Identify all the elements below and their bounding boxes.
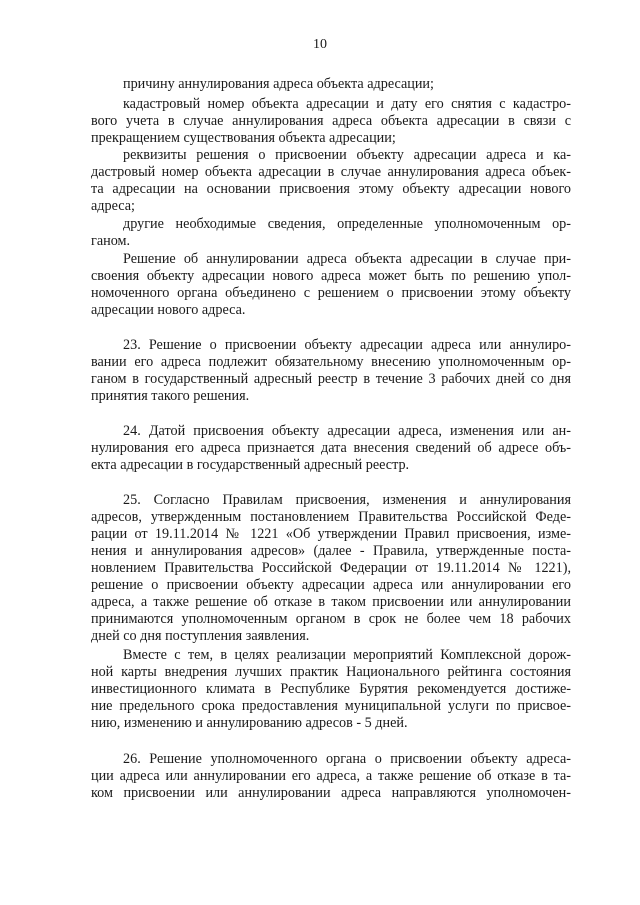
paragraph-25-recommendation	[91, 647, 571, 732]
paragraph-24	[91, 423, 571, 474]
text-line: реквизиты решения о присвоении объекту адресации адреса и ка-	[123, 147, 571, 163]
page-number: 10	[313, 37, 327, 52]
text-line: причину аннулирования адреса объекта адресации;	[123, 76, 434, 92]
text-line: адресов, утвержденным постановлением Правительства Российской Феде-	[91, 509, 571, 525]
text-line: ной карты внедрения лучших практик Национального рейтинга состояния	[91, 664, 571, 680]
paragraph-annulment-reason	[91, 76, 571, 93]
text-line: ние предельного срока предоставления муниципальной услуги по присвое-	[91, 698, 571, 714]
paragraph-23	[91, 337, 571, 405]
text-line: 24. Датой присвоения объекту адресации адреса, изменения или ан-	[123, 423, 571, 439]
text-line: принимаются уполномоченным органом в срок не более чем 18 рабочих	[91, 611, 571, 627]
text-line: ком присвоении или аннулировании адреса направляются уполномочен-	[91, 785, 571, 801]
text-line: ганом.	[91, 233, 131, 249]
text-line: дастровый номер объекта адресации в случае аннулирования адреса объек-	[91, 164, 571, 180]
text-line: решение о присвоении объекту адресации адреса или аннулировании его	[91, 577, 571, 593]
text-line: номоченного органа объединено с решением о присвоении этому объекту	[91, 285, 571, 301]
text-line: 23. Решение о присвоении объекту адресации адреса или аннулиро-	[123, 337, 571, 353]
paragraph-combined-decision	[91, 251, 571, 319]
text-line: та адресации на основании присвоения этому объекту адресации нового	[91, 181, 571, 197]
text-line: принятия такого решения.	[91, 388, 250, 404]
paragraph-other-info	[91, 216, 571, 250]
text-line: екта адресации в государственный адресный реестр.	[91, 457, 410, 473]
text-line: адреса;	[91, 198, 135, 214]
text-line: инвестиционного климата в Республике Бурятия рекомендуется достиже-	[91, 681, 571, 697]
text-line: Решение об аннулировании адреса объекта адресации в случае при-	[123, 251, 571, 267]
text-line: 25. Согласно Правилам присвоения, изменения и аннулирования	[123, 492, 571, 508]
text-line: адресации нового адреса.	[91, 302, 246, 318]
text-line: кадастровый номер объекта адресации и дату его снятия с кадастро-	[123, 96, 571, 112]
text-line: другие необходимые сведения, определенные уполномоченным ор-	[123, 216, 571, 232]
paragraph-26	[91, 751, 571, 802]
text-line: прекращением существования объекта адресации;	[91, 130, 396, 146]
text-line: своения объекту адресации нового адреса может быть по решению упол-	[91, 268, 571, 284]
text-line: нения и аннулирования адресов» (далее - Правила, утвержденные поста-	[91, 543, 571, 559]
text-line: дней со дня поступления заявления.	[91, 628, 310, 644]
text-line: нию, изменению и аннулированию адресов - 5 дней.	[91, 715, 408, 731]
text-line: Вместе с тем, в целях реализации мероприятий Комплексной дорож-	[123, 647, 571, 663]
text-line: вании его адреса подлежит обязательному внесению уполномоченным ор-	[91, 354, 571, 370]
text-line: ции адреса или аннулировании его адреса, а также решение об отказе в та-	[91, 768, 571, 784]
paragraph-25	[91, 492, 571, 645]
text-line: адреса, а также решение об отказе в таком присвоении или аннулировании	[91, 594, 571, 610]
text-line: 26. Решение уполномоченного органа о присвоении объекту адреса-	[123, 751, 571, 767]
text-line: рации от 19.11.2014 № 1221 «Об утверждении Правил присвоения, изме-	[91, 526, 571, 542]
paragraph-decision-details	[91, 147, 571, 215]
text-line: нулирования его адреса признается дата внесения сведений об адресе объ-	[91, 440, 571, 456]
paragraph-cadastral-number	[91, 96, 571, 147]
text-line: ганом в государственный адресный реестр в течение 3 рабочих дней со дня	[91, 371, 571, 387]
text-line: вого учета в случае аннулирования адреса объекта адресации в связи с	[91, 113, 571, 129]
text-line: новлением Правительства Российской Федерации от 19.11.2014 № 1221),	[91, 560, 571, 576]
